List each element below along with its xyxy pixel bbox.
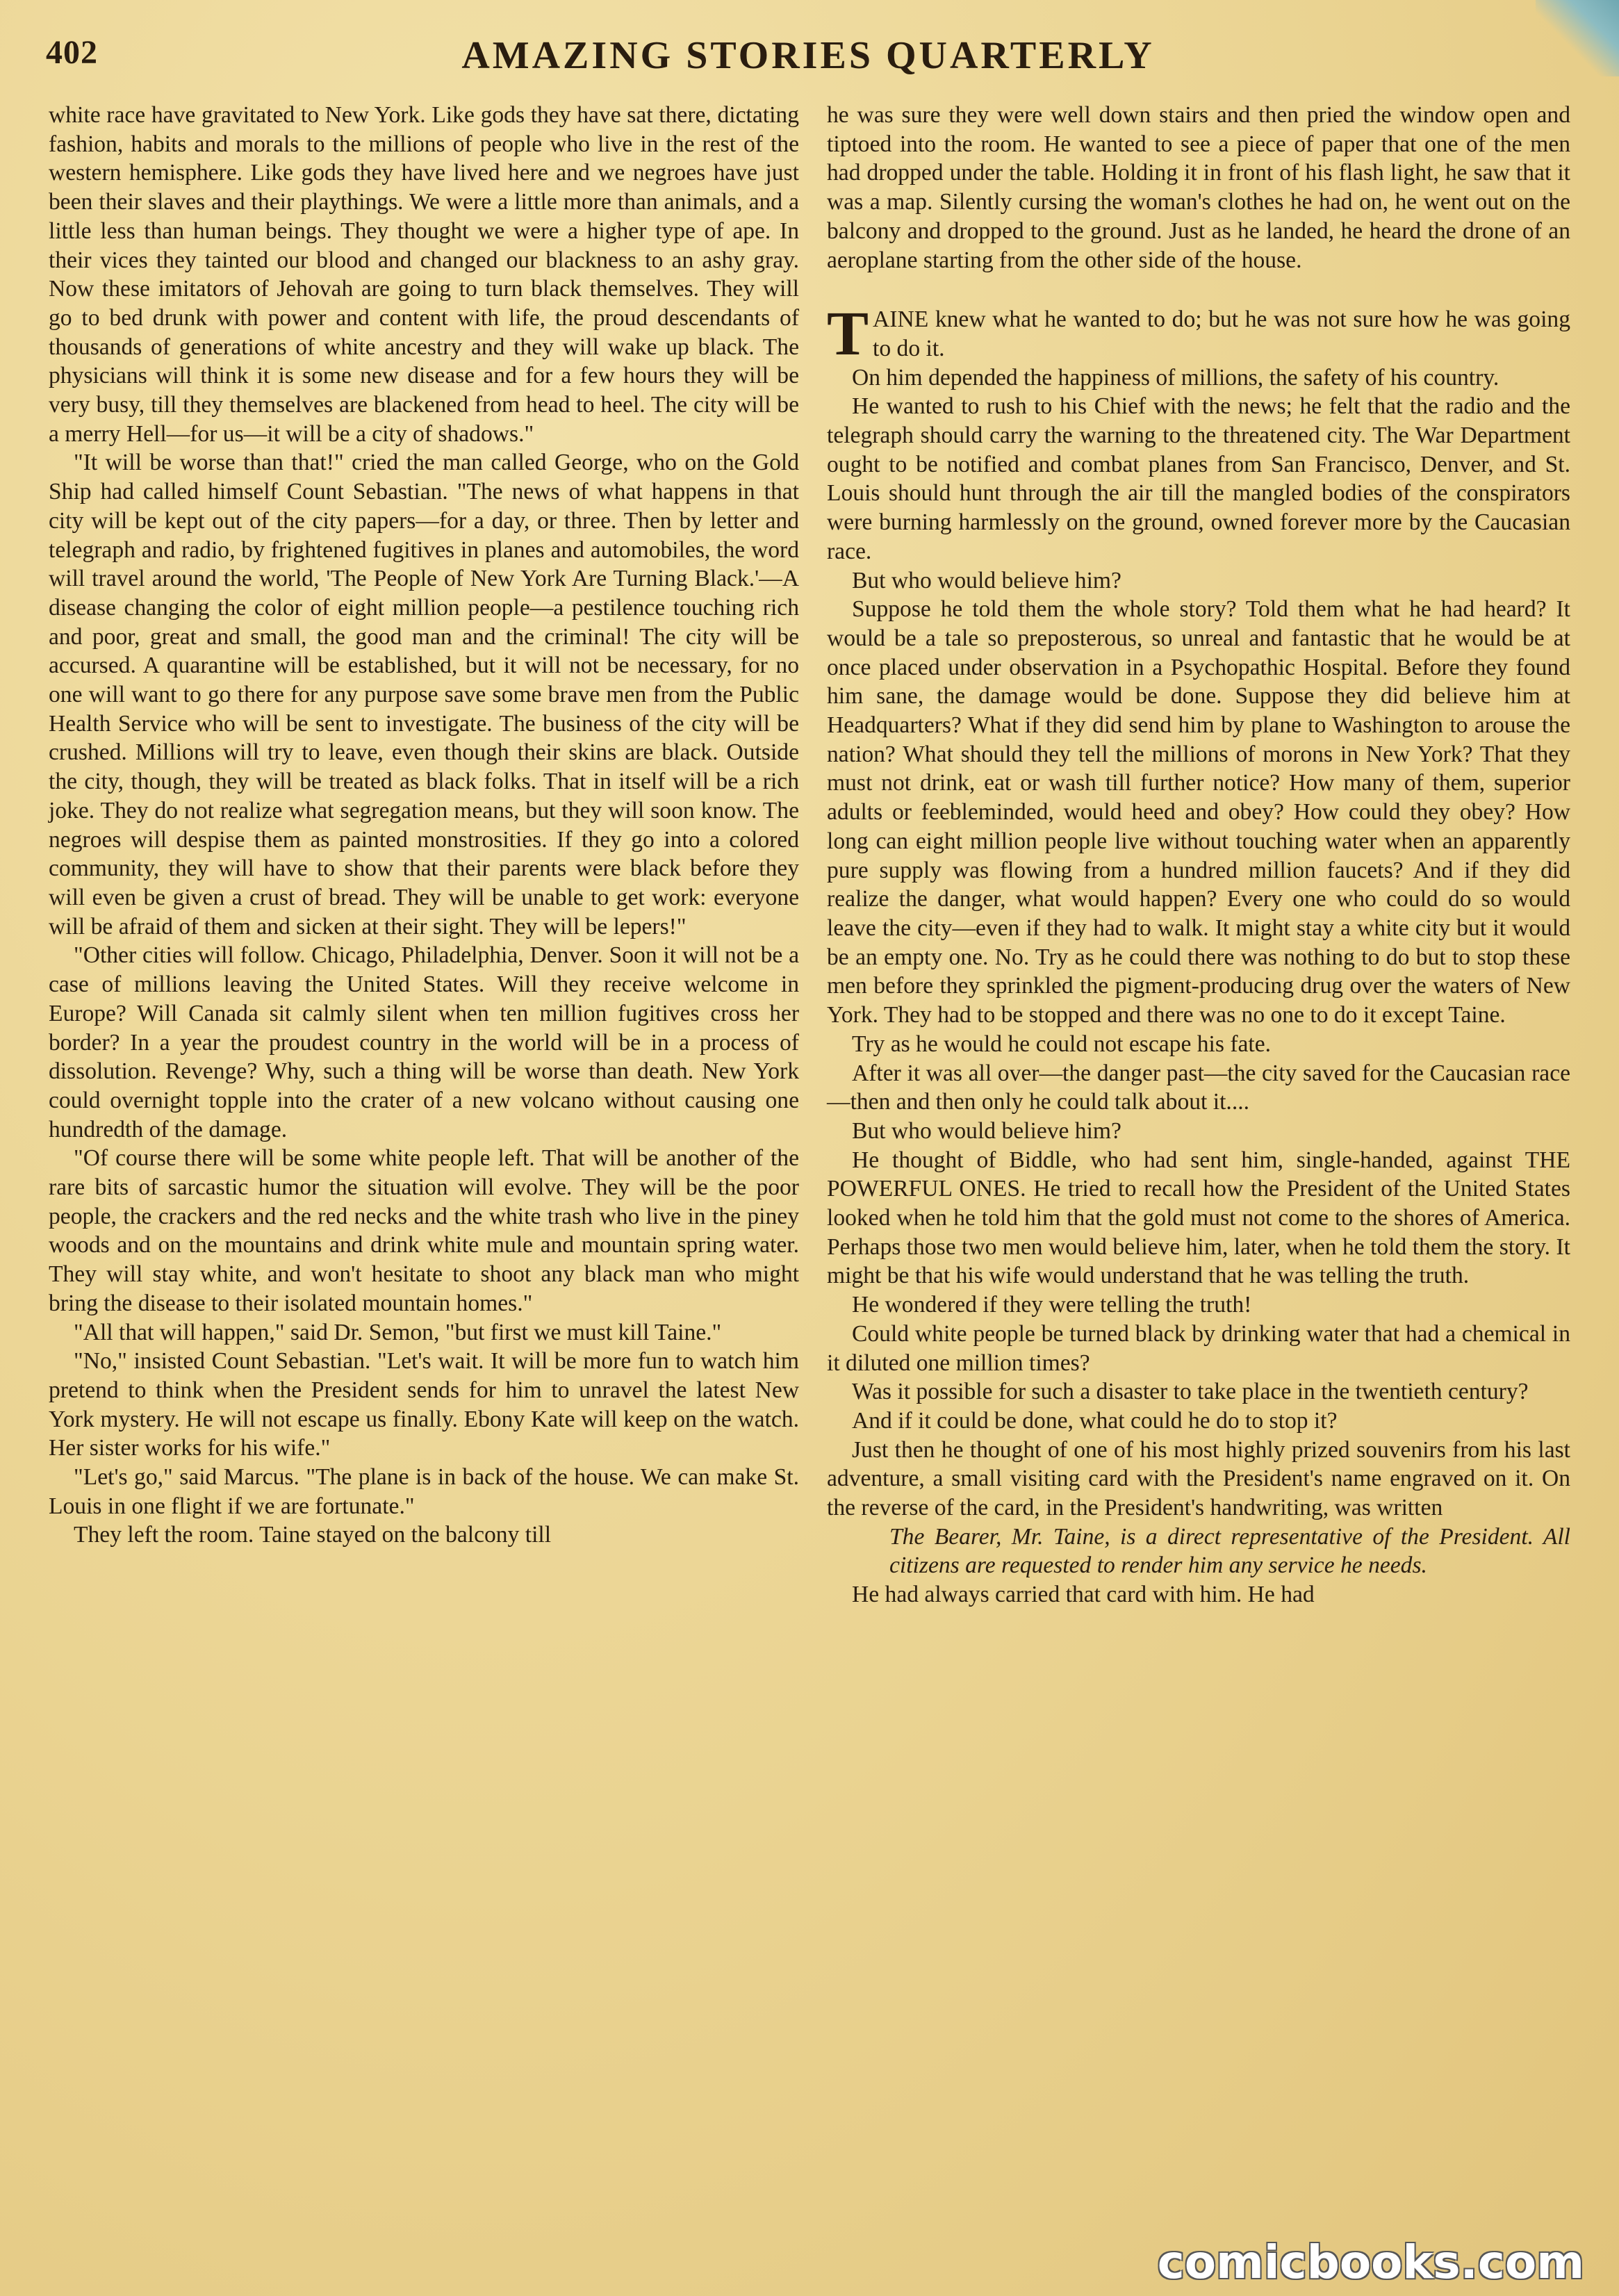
page-header	[46, 21, 1570, 90]
paragraph: On him depended the happiness of millions, the safety of his country.	[852, 364, 1499, 391]
page-number: 402	[46, 34, 98, 71]
site-watermark: comicbooks.com	[1157, 2236, 1584, 2289]
paragraph: He had always carried that card with him. He had	[852, 1582, 1315, 1608]
paragraph: Suppose he told them the whole story? Told them what he had heard? It would be a tale so preposterous, so unreal and fantastic that he would be at once placed under observation in a Psychopathic Hospital. Before they found him sane, the damage would be done. Suppose they did believe him at Headquarters? What if they did send him by plane to Washington to arouse the nation? What should they tell the millions of morons in New York? That they must not drink, eat or wash till further notice? How many of them, superior adults or feebleminded, would heed and obey? How could they obey? How long can eight million people live without touching water when an apparently pure supply was flowing from a hundred million faucets? And if they did realize the danger, what would happen? Every one who could do so would leave the city—even if they had to walk. It might stay a white city but it would be an empty one. No. Try as he could there was nothing to do but to stop these men before they sprinkled the pigment-producing drug over the waters of New York. They had to be stopped and there was no one to do it except Taine.	[827, 596, 1570, 1028]
paragraph: Just then he thought of one of his most highly prized souvenirs from his last adventure, a small visiting card with the President's name engraved on it. On the reverse of the card, in the President's handwriting, was written	[827, 1436, 1570, 1521]
paragraph: "No," insisted Count Sebastian. "Let's wait. It will be more fun to watch him pretend to think when the President sends for him to unravel the latest New York mystery. He will not escape us finally. Ebony Kate will keep on the watch. Her sister works for his wife."	[49, 1348, 799, 1461]
paragraph: "Other cities will follow. Chicago, Philadelphia, Denver. Soon it will not be a case of millions leaving the United States. Will they receive welcome in Europe? Will Canada sit calmly silent when ten million fugitives cross her border? In a year the proudest country in the world will be in a process of dissolution. Revenge? Why, such a thing will be worse than death. New York could overnight topple into the crater of a new volcano without causing one hundredth of the damage.	[49, 942, 799, 1142]
card-quote: The Bearer, Mr. Taine, is a direct representative of the President. All citizens are requested to render him any service he needs.	[889, 1523, 1570, 1579]
paragraph: They left the room. Taine stayed on the balcony till	[74, 1522, 552, 1548]
paragraph: white race have gravitated to New York. Like gods they have sat there, dictating fashion, habits and morals to the millions of people who live in the rest of the western hemisphere. Like gods they have lived here and we negroes have just been their slaves and their playthings. We were a little more than animals, and a little less than human beings. They thought we were a higher type of ape. In their vices they tainted our blood and changed our blackness to an ashy gray. Now these imitators of Jehovah are going to turn black themselves. They will go to bed drunk with power and content with life, the proud descendants of thousands of generations of white ancestry and they will wake up black. The physicians will think it is some new disease and for a few hours they will be very busy, till they themselves are blackened from head to heel. The city will be a merry Hell—for us—it will be a city of shadows."	[49, 102, 799, 447]
paragraph: But who would believe him?	[852, 567, 1121, 593]
paragraph: Was it possible for such a disaster to take place in the twentieth century?	[852, 1379, 1529, 1405]
running-head: AMAZING STORIES QUARTERLY	[461, 34, 1155, 77]
paragraph: Could white people be turned black by drinking water that had a chemical in it diluted one million times?	[827, 1320, 1570, 1376]
drop-cap: T	[827, 300, 869, 369]
paragraph: He wanted to rush to his Chief with the news; he felt that the radio and the telegraph should carry the warning to the threatened city. The War Department ought to be notified and combat planes from San Francisco, Denver, and St. Louis should hunt through the air till the mangled bodies of the conspirators were burning harmlessly on the ground, owned forever more by the Caucasian race.	[827, 393, 1570, 564]
paragraph: After it was all over—the danger past—the city saved for the Caucasian race—then and then only he could talk about it....	[827, 1060, 1570, 1115]
left-column	[49, 101, 799, 1550]
paragraph: "Of course there will be some white people left. That will be another of the rare bits of sarcastic humor the situation will evolve. They will be the poor people, the crackers and the red necks and the white trash who live in the piney woods and on the mountains and drink white mule and mountain spring water. They will stay white, and won't hesitate to shoot any black man who might bring the disease to their isolated mountain homes."	[49, 1145, 799, 1316]
paragraph: And if it could be done, what could he do to stop it?	[852, 1407, 1338, 1434]
paragraph: He thought of Biddle, who had sent him, single-handed, against THE POWERFUL ONES. He tried to recall how the President of the United States looked when he told him that the gold must not come to the shores of America. Perhaps those two men would believe him, later, when he told them the story. It might be that his wife would understand that he was telling the truth.	[827, 1147, 1570, 1289]
paragraph: "Let's go," said Marcus. "The plane is in back of the house. We can make St. Louis in one flight if we are fortunate."	[49, 1464, 799, 1519]
paragraph: "All that will happen," said Dr. Semon, "but first we must kill Taine."	[74, 1319, 722, 1345]
paragraph: he was sure they were well down stairs and then pried the window open and tiptoed into the room. He wanted to see a piece of paper that one of the men had dropped under the table. Holding it in front of his flash light, he saw that it was a map. Silently cursing the woman's clothes he had on, he went out on the balcony and dropped to the ground. Just as he landed, he heard the drone of an aeroplane starting from the other side of the house.	[827, 102, 1570, 273]
paragraph: But who would believe him?	[852, 1117, 1121, 1144]
paragraph: "It will be worse than that!" cried the man called George, who on the Gold Ship had called himself Count Sebastian. "The news of what happens in that city will be kept out of the city papers—for a day, or three. Then by letter and telegraph and radio, by frightened fugitives in planes and automobiles, the word will travel around the world, 'The People of New York Are Turning Black.'—A disease changing the color of eight million people—a pestilence touching rich and poor, great and small, the good man and the criminal! The city will be accursed. A quarantine will be established, but it will not be necessary, for no one will want to go there for any purpose save some brave men from the Public Health Service who will be sent to investigate. The business of the city will be crushed. Millions will try to leave, even though their skins are black. Outside the city, though, they will be treated as black folks. That in itself will be a rich joke. They do not realize what segregation means, but they will soon know. The negroes will despise them as painted monstrosities. If they go into a colored community, they will have to show that their parents were black before they will even be given a crust of bread. They will be unable to get work: everyone will be afraid of them and sicken at their sight. They will be lepers!"	[49, 450, 799, 940]
right-column	[827, 101, 1570, 1609]
paragraph: He wondered if they were telling the truth!	[852, 1292, 1252, 1318]
paragraph: Try as he would he could not escape his fate.	[852, 1031, 1272, 1057]
section-first-text: AINE knew what he wanted to do; but he was not sure how he was going to do it.	[873, 306, 1570, 361]
section-opening-paragraph	[827, 300, 1570, 369]
